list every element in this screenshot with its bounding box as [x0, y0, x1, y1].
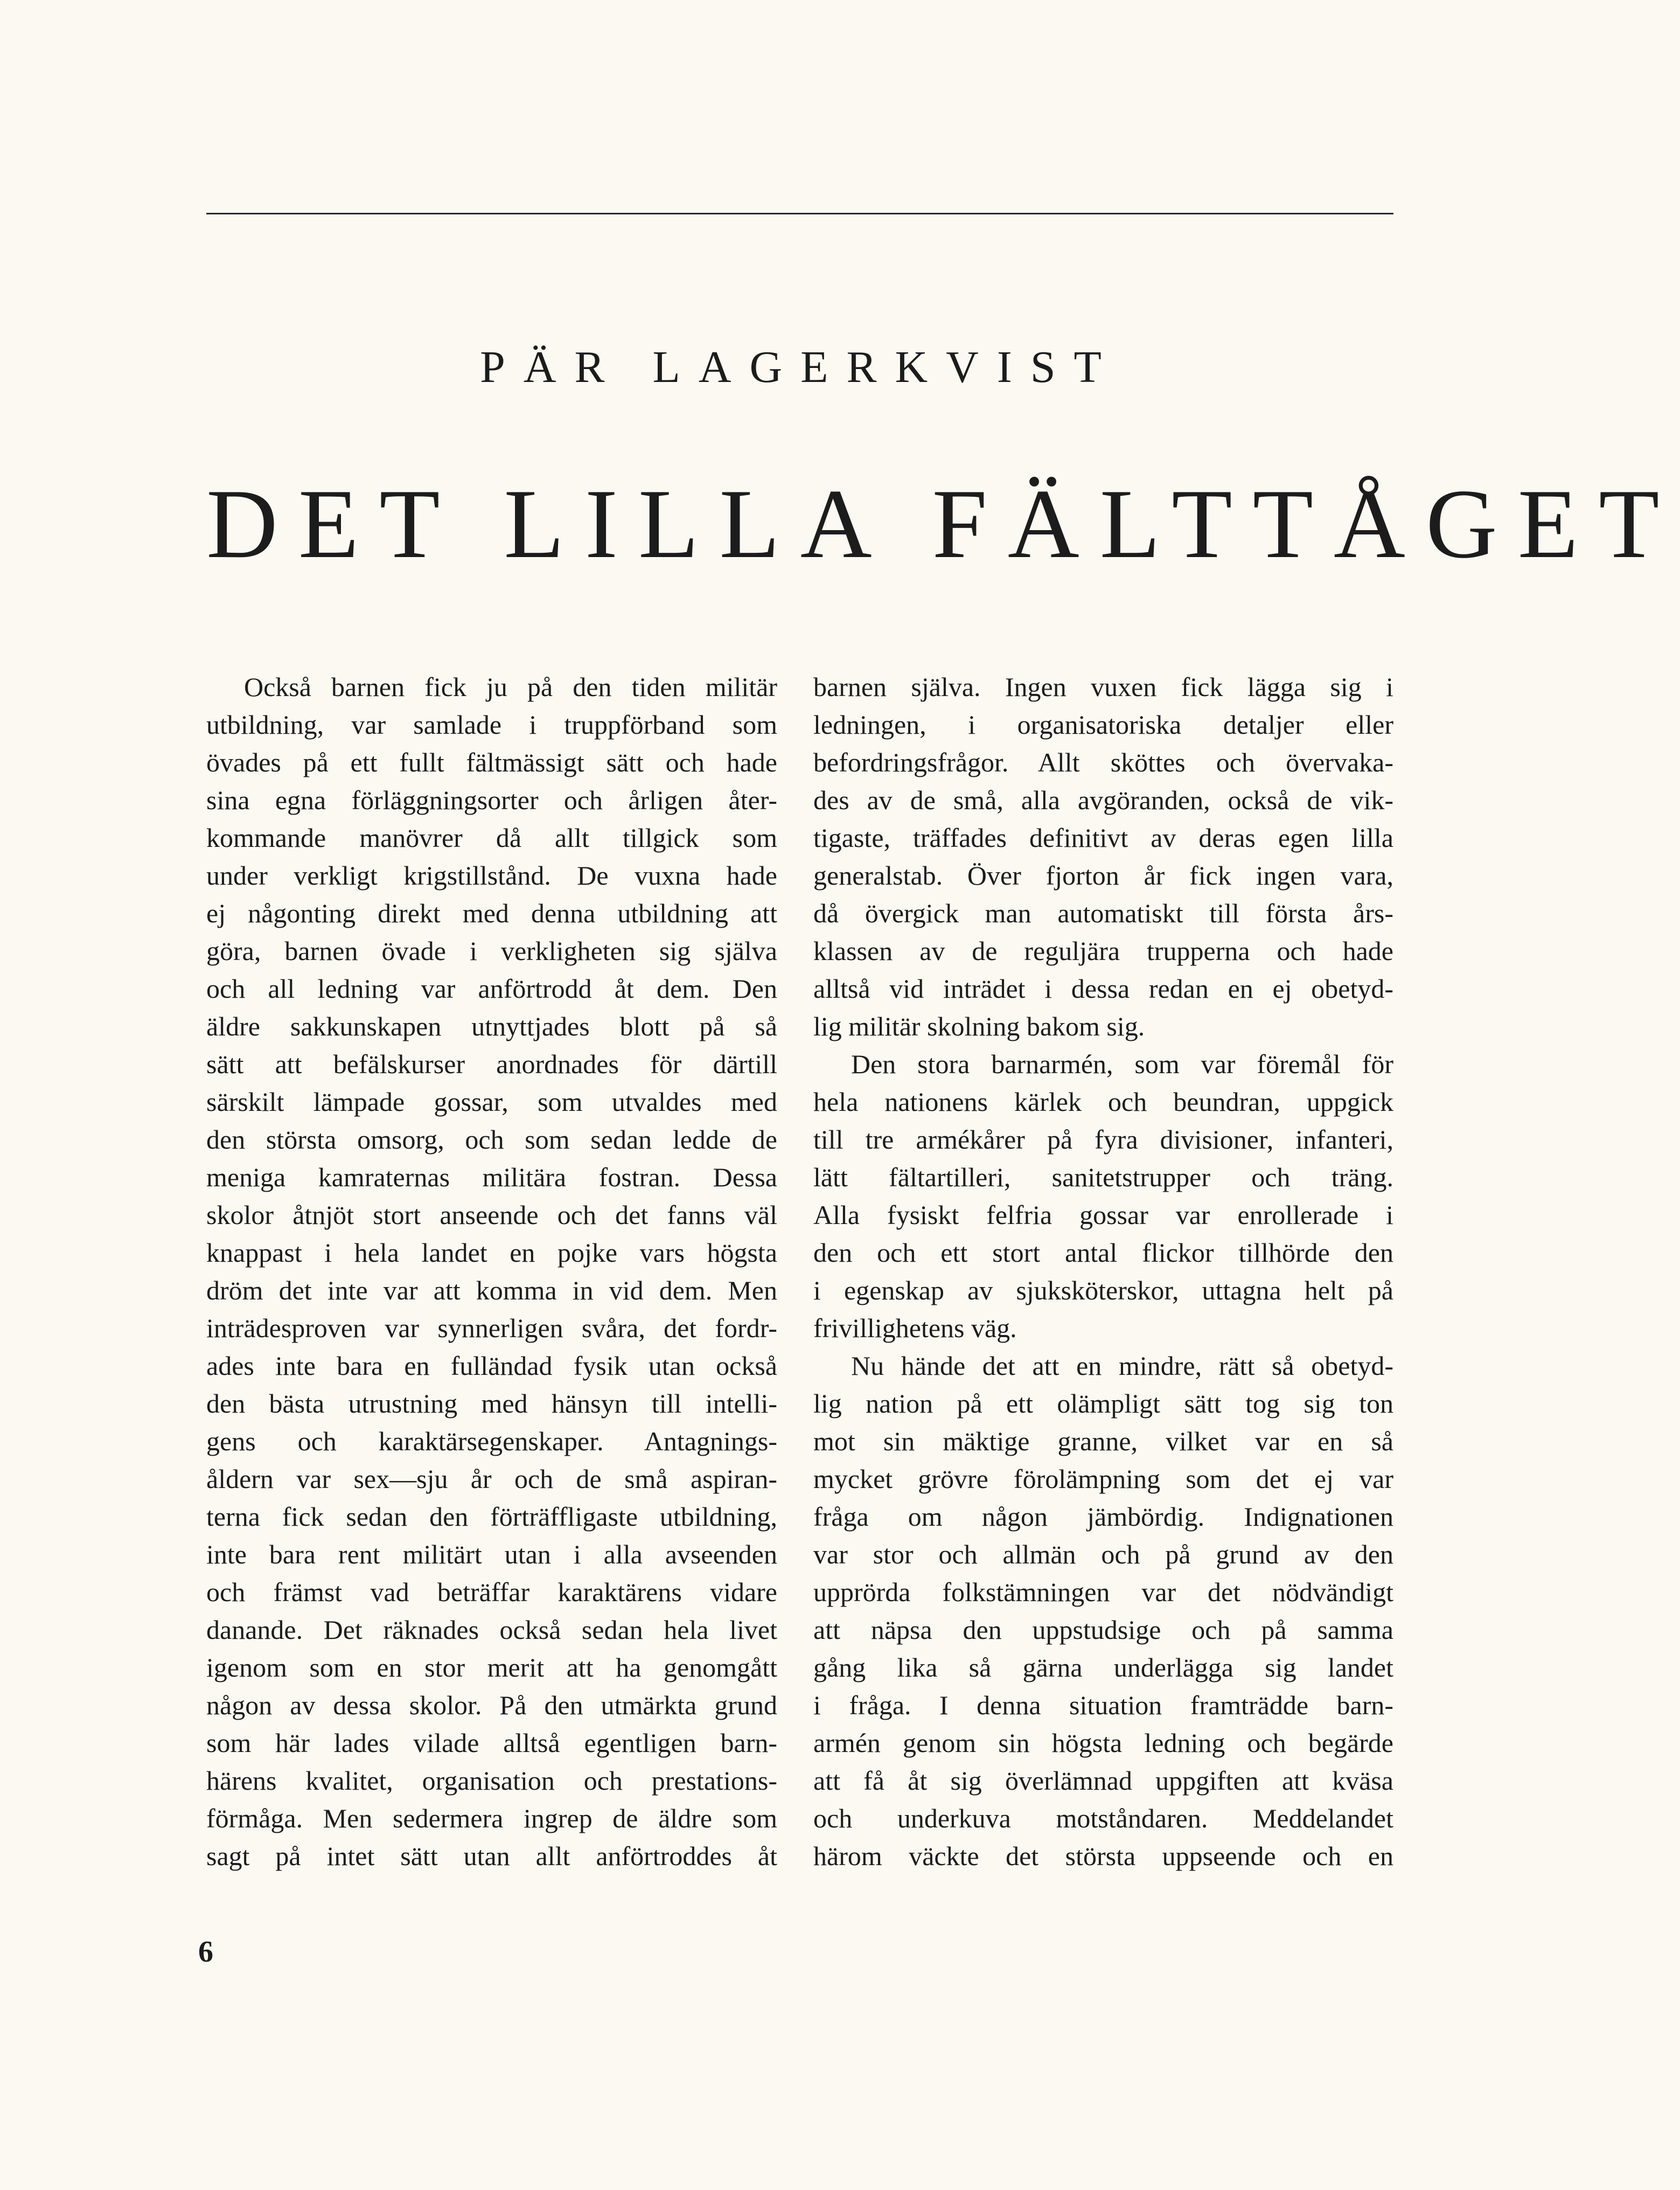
- text-line: inte bara rent militärt utan i alla avseenden: [206, 1539, 777, 1569]
- text-line: gens och karaktärsegenskaper. Antagnings-: [206, 1426, 777, 1456]
- text-line: sätt att befälskurser anordnades för därtill: [206, 1049, 777, 1079]
- text-line: knappast i hela landet en pojke vars högsta: [206, 1237, 777, 1268]
- text-line: alltså vid inträdet i dessa redan en ej obetyd-: [813, 974, 1393, 1004]
- text-line: mycket grövre förolämpning som det ej var: [813, 1464, 1393, 1494]
- text-line: göra, barnen övade i verkligheten sig själva: [206, 936, 777, 966]
- text-line: att näpsa den uppstudsige och på samma: [813, 1615, 1393, 1645]
- text-line: och underkuva motståndaren. Meddelandet: [813, 1803, 1393, 1833]
- text-line: Den stora barnarmén, som var föremål för: [851, 1049, 1393, 1079]
- text-line: åldern var sex—sju år och de små aspiran-: [206, 1464, 777, 1494]
- text-line: ledningen, i organisatoriska detaljer eller: [813, 710, 1393, 740]
- page-number: 6: [198, 1935, 213, 1969]
- text-line: sagt på intet sätt utan allt anförtroddes åt: [206, 1841, 777, 1871]
- text-line: lätt fältartilleri, sanitetstrupper och träng.: [813, 1162, 1393, 1192]
- author-name: PÄR LAGERKVIST: [480, 342, 1120, 392]
- text-line: särskilt lämpade gossar, som utvaldes med: [206, 1087, 777, 1117]
- text-line: härens kvalitet, organisation och prestations-: [206, 1765, 777, 1796]
- text-line: danande. Det räknades också sedan hela livet: [206, 1615, 777, 1645]
- text-line: den bästa utrustning med hänsyn till intelli-: [206, 1388, 777, 1419]
- text-line: som här lades vilade alltså egentligen barn-: [206, 1728, 777, 1758]
- text-line: lig nation på ett olämpligt sätt tog sig ton: [813, 1388, 1393, 1419]
- text-line: sina egna förläggningsorter och årligen åter-: [206, 785, 777, 815]
- text-column-right: [813, 668, 1393, 1875]
- text-line: mot sin mäktige granne, vilket var en så: [813, 1426, 1393, 1456]
- text-line: då övergick man automatiskt till första års-: [813, 898, 1393, 928]
- text-line: igenom som en stor merit att ha genomgått: [206, 1652, 777, 1683]
- text-line: armén genom sin högsta ledning och begärde: [813, 1728, 1393, 1758]
- text-line: ades inte bara en fulländad fysik utan också: [206, 1351, 777, 1381]
- text-line: generalstab. Över fjorton år fick ingen vara,: [813, 860, 1393, 891]
- text-line: och all ledning var anförtrodd åt dem. Den: [206, 974, 777, 1004]
- text-line: härom väckte det största uppseende och en: [813, 1841, 1393, 1871]
- text-line: någon av dessa skolor. På den utmärkta grund: [206, 1690, 777, 1720]
- text-line: gång lika så gärna underlägga sig landet: [813, 1652, 1393, 1683]
- text-line: des av de små, alla avgöranden, också de vik-: [813, 785, 1393, 815]
- text-line: den och ett stort antal flickor tillhörde den: [813, 1237, 1393, 1268]
- text-line: befordringsfrågor. Allt sköttes och övervaka-: [813, 747, 1393, 777]
- text-line: frivillighetens väg.: [813, 1313, 1017, 1343]
- story-title: DET LILLA FÄLTTÅGET: [206, 469, 1680, 579]
- text-line: i fråga. I denna situation framträdde barn-: [813, 1690, 1393, 1720]
- top-rule: [206, 213, 1393, 214]
- text-line: Nu hände det att en mindre, rätt så obetyd-: [851, 1351, 1393, 1381]
- text-line: kommande manövrer då allt tillgick som: [206, 823, 777, 853]
- text-line: fråga om någon jämbördig. Indignationen: [813, 1501, 1393, 1532]
- text-line: Alla fysiskt felfria gossar var enrollerade i: [813, 1200, 1393, 1230]
- text-line: i egenskap av sjuksköterskor, uttagna helt på: [813, 1275, 1393, 1305]
- text-line: äldre sakkunskapen utnyttjades blott på så: [206, 1011, 777, 1041]
- text-line: skolor åtnjöt stort anseende och det fanns väl: [206, 1200, 777, 1230]
- text-line: att få åt sig överlämnad uppgiften att kväsa: [813, 1765, 1393, 1796]
- text-line: upprörda folkstämningen var det nödvändigt: [813, 1577, 1393, 1607]
- text-line: lig militär skolning bakom sig.: [813, 1011, 1145, 1041]
- text-line: klassen av de reguljära trupperna och hade: [813, 936, 1393, 966]
- text-line: den största omsorg, och som sedan ledde de: [206, 1124, 777, 1155]
- text-line: utbildning, var samlade i truppförband som: [206, 710, 777, 740]
- text-line: hela nationens kärlek och beundran, uppgick: [813, 1087, 1393, 1117]
- text-column-left: [206, 668, 777, 1875]
- text-line: till tre armékårer på fyra divisioner, infanteri,: [813, 1124, 1393, 1155]
- text-line: övades på ett fullt fältmässigt sätt och hade: [206, 747, 777, 777]
- text-line: var stor och allmän och på grund av den: [813, 1539, 1393, 1569]
- text-line: terna fick sedan den förträffligaste utbildning,: [206, 1501, 777, 1532]
- text-line: meniga kamraternas militära fostran. Dessa: [206, 1162, 777, 1192]
- text-line: inträdesproven var synnerligen svåra, det fordr-: [206, 1313, 777, 1343]
- text-line: tigaste, träffades definitivt av deras egen lilla: [813, 823, 1393, 853]
- text-line: dröm det inte var att komma in vid dem. Men: [206, 1275, 777, 1305]
- text-line: ej någonting direkt med denna utbildning att: [206, 898, 777, 928]
- text-line: under verkligt krigstillstånd. De vuxna hade: [206, 860, 777, 891]
- text-line: barnen själva. Ingen vuxen fick lägga sig i: [813, 672, 1393, 702]
- text-line: och främst vad beträffar karaktärens vidare: [206, 1577, 777, 1607]
- text-line: förmåga. Men sedermera ingrep de äldre som: [206, 1803, 777, 1833]
- text-line: Också barnen fick ju på den tiden militär: [244, 672, 777, 702]
